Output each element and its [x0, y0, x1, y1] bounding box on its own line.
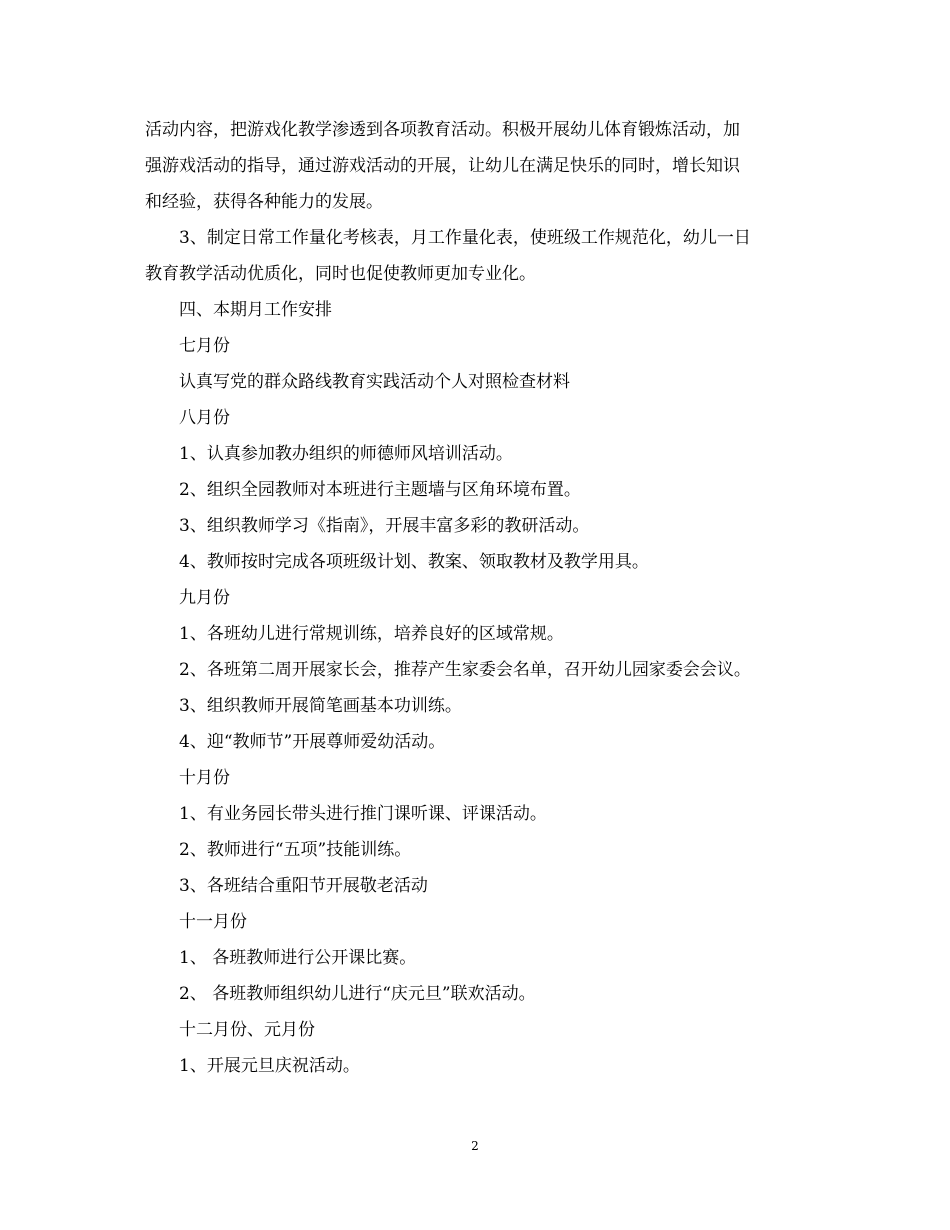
paragraph: 七月份: [179, 336, 230, 356]
paragraph: 八月份: [179, 408, 230, 428]
page-number: 2: [471, 1139, 479, 1153]
paragraph: 活动内容，把游戏化教学渗透到各项教育活动。积极开展幼儿体育锻炼活动，加: [145, 120, 740, 140]
paragraph: 教育教学活动优质化，同时也促使教师更加专业化。: [145, 264, 536, 284]
document-body: [145, 112, 815, 1084]
paragraph: 4、教师按时完成各项班级计划、教案、领取教材及教学用具。: [179, 552, 649, 572]
paragraph: 十一月份: [179, 912, 247, 932]
paragraph: 2、 各班教师组织幼儿进行“庆元旦”联欢活动。: [179, 984, 536, 1004]
paragraph: 3、组织教师学习《指南》，开展丰富多彩的教研活动。: [179, 516, 590, 536]
paragraph: 九月份: [179, 588, 230, 608]
paragraph: 四、本期月工作安排: [179, 300, 332, 320]
paragraph: 强游戏活动的指导，通过游戏活动的开展，让幼儿在满足快乐的同时，增长知识: [145, 156, 740, 176]
paragraph: 认真写党的群众路线教育实践活动个人对照检查材料: [179, 372, 570, 392]
paragraph: 2、各班第二周开展家长会，推荐产生家委会名单，召开幼儿园家委会会议。: [179, 660, 751, 680]
paragraph: 3、制定日常工作量化考核表，月工作量化表，使班级工作规范化，幼儿一日: [179, 228, 751, 248]
paragraph: 2、教师进行“五项”技能训练。: [179, 840, 412, 860]
paragraph: 1、有业务园长带头进行推门课听课、评课活动。: [179, 804, 547, 824]
paragraph: 和经验，获得各种能力的发展。: [145, 192, 383, 212]
paragraph: 十二月份、元月份: [179, 1020, 315, 1040]
paragraph: 十月份: [179, 768, 230, 788]
paragraph: 1、各班幼儿进行常规训练，培养良好的区域常规。: [179, 624, 564, 644]
paragraph: 2、组织全园教师对本班进行主题墙与区角环境布置。: [179, 480, 581, 500]
paragraph: 3、组织教师开展简笔画基本功训练。: [179, 696, 462, 716]
paragraph: 1、 各班教师进行公开课比赛。: [179, 948, 417, 968]
paragraph: 1、认真参加教办组织的师德师风培训活动。: [179, 444, 513, 464]
paragraph: 3、各班结合重阳节开展敬老活动: [179, 876, 428, 896]
paragraph: 4、迎“教师节”开展尊师爱幼活动。: [179, 732, 446, 752]
paragraph: 1、开展元旦庆祝活动。: [179, 1056, 360, 1076]
